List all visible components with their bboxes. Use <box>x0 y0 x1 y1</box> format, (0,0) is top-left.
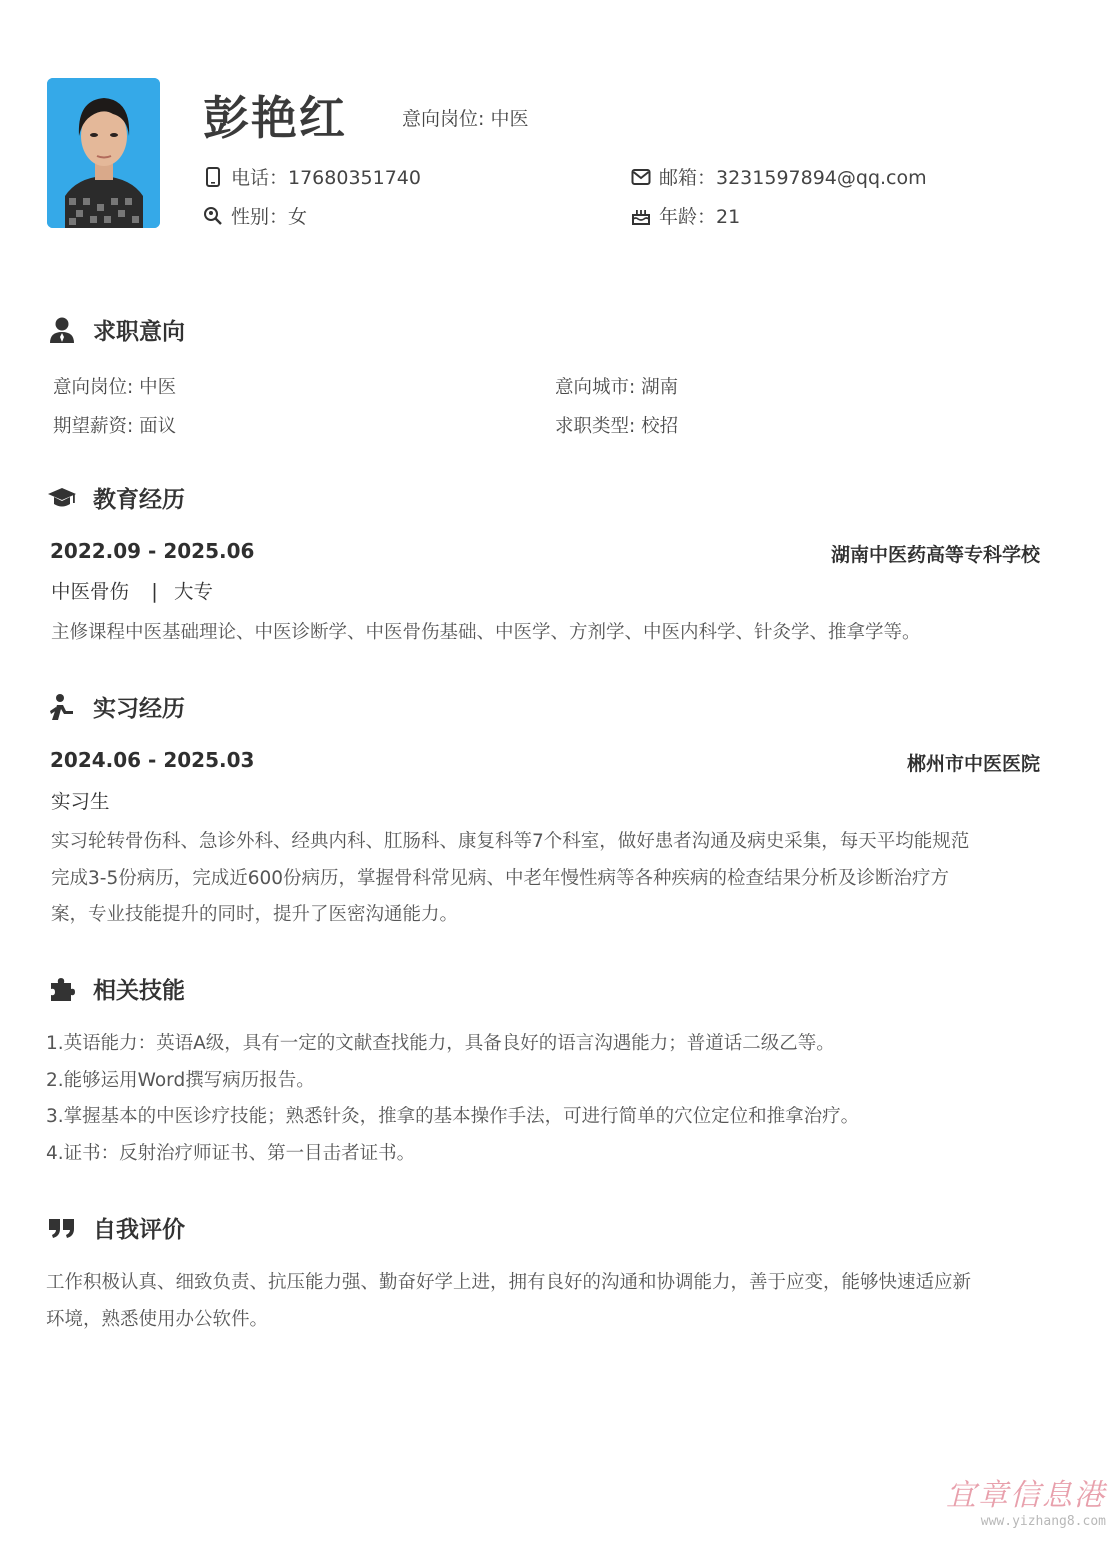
education-school: 湖南中医药高等专科学校 <box>830 544 1040 566</box>
watermark-url: www.yizhang8.com <box>980 1514 1106 1529</box>
education-courses: 主修课程中医基础理论、中医诊断学、中医骨伤基础、中医学、方剂学、中医内科学、针灸学、推拿学等。 <box>51 622 921 643</box>
self-eval-line: 环境，熟悉使用办公软件。 <box>46 1308 269 1330</box>
internship-hospital: 郴州市中医医院 <box>906 753 1040 775</box>
puzzle-icon <box>47 974 77 1004</box>
internship-line: 案，专业技能提升的同时，提升了医密沟通能力。 <box>51 904 459 925</box>
internship-role: 实习生 <box>51 790 110 813</box>
skill-item: 4.证书：反射治疗师证书、第一目击者证书。 <box>46 1142 416 1164</box>
section-skills-title: 相关技能 <box>47 972 185 1005</box>
internship-line: 实习轮转骨伤科、急诊外科、经典内科、肛肠科、康复科等7个科室，做好患者沟通及病史采集，每天平均能规范 <box>51 831 970 852</box>
watermark-text: 宜章信息港 <box>946 1478 1106 1513</box>
profile-photo <box>47 78 160 228</box>
section-job-intent-title: 求职意向 <box>47 313 185 346</box>
candidate-name: 彭艳红 <box>203 91 347 145</box>
education-degree: 大专 <box>174 580 214 603</box>
internship-description <box>51 824 969 934</box>
user-icon <box>47 315 77 345</box>
age-row <box>631 202 740 229</box>
watermark <box>946 1470 1106 1529</box>
job-salary: 期望薪资: 面议 <box>53 416 177 437</box>
skill-item: 1.英语能力：英语A级，具有一定的文献查找能力，具备良好的语言沟遇能力；普道话二级乙等。 <box>46 1033 835 1054</box>
email-row <box>631 163 927 190</box>
self-eval-text <box>46 1265 971 1338</box>
search-person-icon <box>203 206 223 226</box>
internship-dates: 2024.06 - 2025.03 <box>50 748 255 772</box>
job-position: 意向岗位: 中医 <box>53 377 177 398</box>
section-education-title: 教育经历 <box>47 481 185 514</box>
person-work-icon <box>47 692 77 722</box>
quote-icon <box>47 1213 77 1243</box>
separator: | <box>151 580 158 603</box>
education-major-row <box>51 576 213 604</box>
gender-row <box>203 202 307 229</box>
graduation-cap-icon <box>47 483 77 513</box>
education-major: 中医骨伤 <box>51 580 130 603</box>
skill-item: 2.能够运用Word撰写病历报告。 <box>46 1069 315 1091</box>
skills-list <box>46 1026 859 1172</box>
section-internship-title: 实习经历 <box>47 690 185 723</box>
self-eval-line: 工作积极认真、细致负责、抗压能力强、勤奋好学上进，拥有良好的沟通和协调能力，善于应变，能够快速适应新 <box>46 1272 972 1293</box>
education-dates: 2022.09 - 2025.06 <box>50 539 255 563</box>
section-self-eval-title: 自我评价 <box>47 1211 185 1244</box>
gender-text: 性别：女 <box>231 206 308 228</box>
phone-text: 电话：17680351740 <box>231 167 421 189</box>
skill-item: 3.掌握基本的中医诊疗技能；熟悉针灸，推拿的基本操作手法，可进行简单的穴位定位和推拿治疗。 <box>46 1106 860 1127</box>
phone-icon <box>203 167 223 187</box>
job-type: 求职类型: 校招 <box>555 416 679 437</box>
email-text: 邮箱：3231597894@qq.com <box>659 167 927 189</box>
header-intent: 意向岗位: 中医 <box>402 108 529 130</box>
internship-line: 完成3-5份病历，完成近600份病历，掌握骨科常见病、中老年慢性病等各种疾病的检查结果分析及诊断治疗方 <box>51 867 950 889</box>
phone-row <box>203 163 421 190</box>
cake-icon <box>631 206 651 226</box>
age-text: 年龄：21 <box>659 206 741 228</box>
job-city: 意向城市: 湖南 <box>555 377 679 398</box>
envelope-icon <box>631 167 651 187</box>
